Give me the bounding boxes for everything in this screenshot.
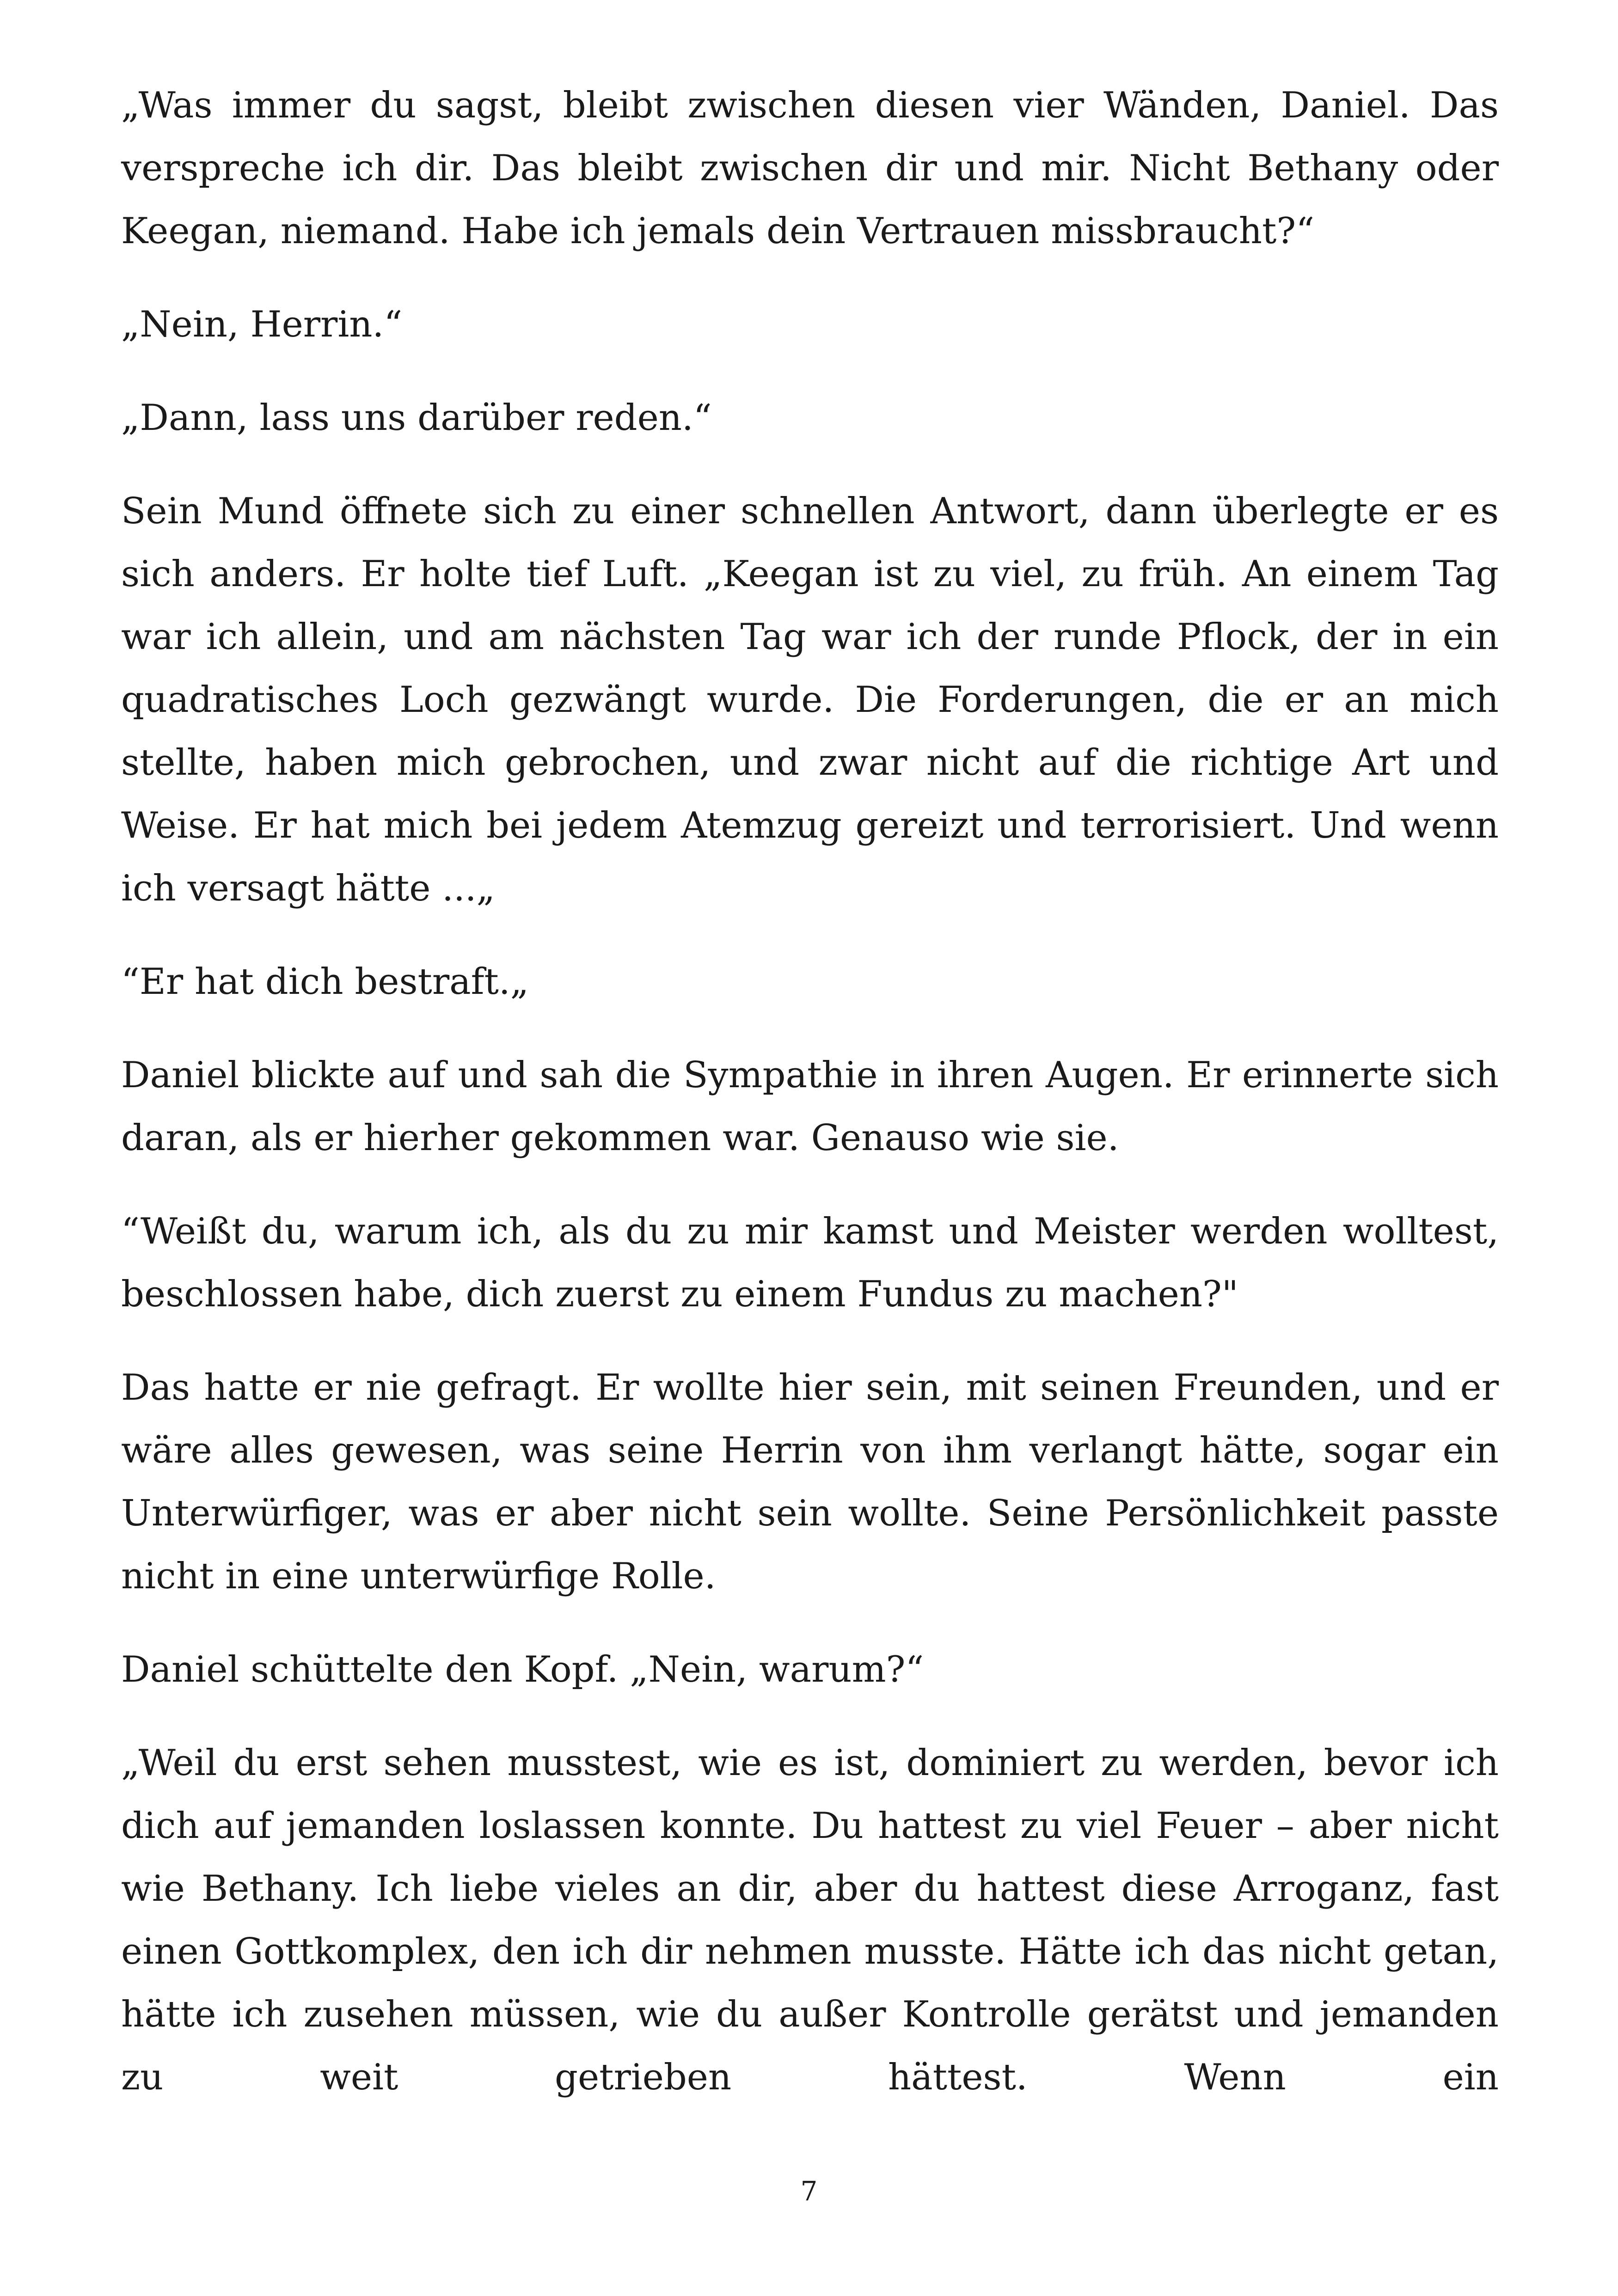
paragraph-4: Sein Mund öffnete sich zu einer schnellen Antwort, dann überlegte er es sich anders. Er holte tief Luft. „Keegan ist zu viel, zu früh. An einem Tag war ich allein, und am nächsten Tag war ich der runde Pflock, der in ein quadratisches Loch gezwängt wurde. Die Forderungen, die er an mich stellte, haben mich gebrochen, und zwar nicht auf die richtige Art und Weise. Er hat mich bei jedem Atemzug gereizt und terrorisiert. Und wenn ich versagt hätte ...„ <box>121 490 1499 909</box>
paragraph-9: Daniel schüttelte den Kopf. „Nein, warum?“ <box>121 1649 924 1690</box>
paragraph-6: Daniel blickte auf und sah die Sympathie in ihren Augen. Er erinnerte sich daran, als er hierher gekommen war. Genauso wie sie. <box>121 1054 1499 1159</box>
paragraph-8: Das hatte er nie gefragt. Er wollte hier sein, mit seinen Freunden, und er wäre alles gewesen, was seine Herrin von ihm verlangt hätte, sogar ein Unterwürfiger, was er aber nicht sein wollte. Seine Persönlichkeit passte nicht in eine unterwürfige Rolle. <box>121 1367 1499 1597</box>
paragraph-2: „Nein, Herrin.“ <box>121 304 403 345</box>
paragraph-5: “Er hat dich bestraft.„ <box>121 961 529 1003</box>
paragraph-7: “Weißt du, warum ich, als du zu mir kamst und Meister werden wolltest, beschlossen habe, dich zuerst zu einem Fundus zu machen?" <box>121 1211 1499 1315</box>
paragraph-3: „Dann, lass uns darüber reden.“ <box>121 397 712 439</box>
paragraph-10: „Weil du erst sehen musstest, wie es ist, dominiert zu werden, bevor ich dich auf jemanden loslassen konnte. Du hattest zu viel Feuer – aber nicht wie Bethany. Ich liebe vieles an dir, aber du hattest diese Arroganz, fast einen Gottkomplex, den ich dir nehmen musste. Hätte ich das nicht getan, hätte ich zusehen müssen, wie du außer Kontrolle gerätst und jemanden zu weit getrieben hättest. Wenn ein <box>121 1742 1499 2098</box>
page-number: 7 <box>800 2175 818 2207</box>
paragraph-1: „Was immer du sagst, bleibt zwischen diesen vier Wänden, Daniel. Das verspreche ich dir. Das bleibt zwischen dir und mir. Nicht Bethany oder Keegan, niemand. Habe ich jemals dein Vertrauen missbraucht?“ <box>121 85 1499 252</box>
page-body <box>121 74 1499 2139</box>
